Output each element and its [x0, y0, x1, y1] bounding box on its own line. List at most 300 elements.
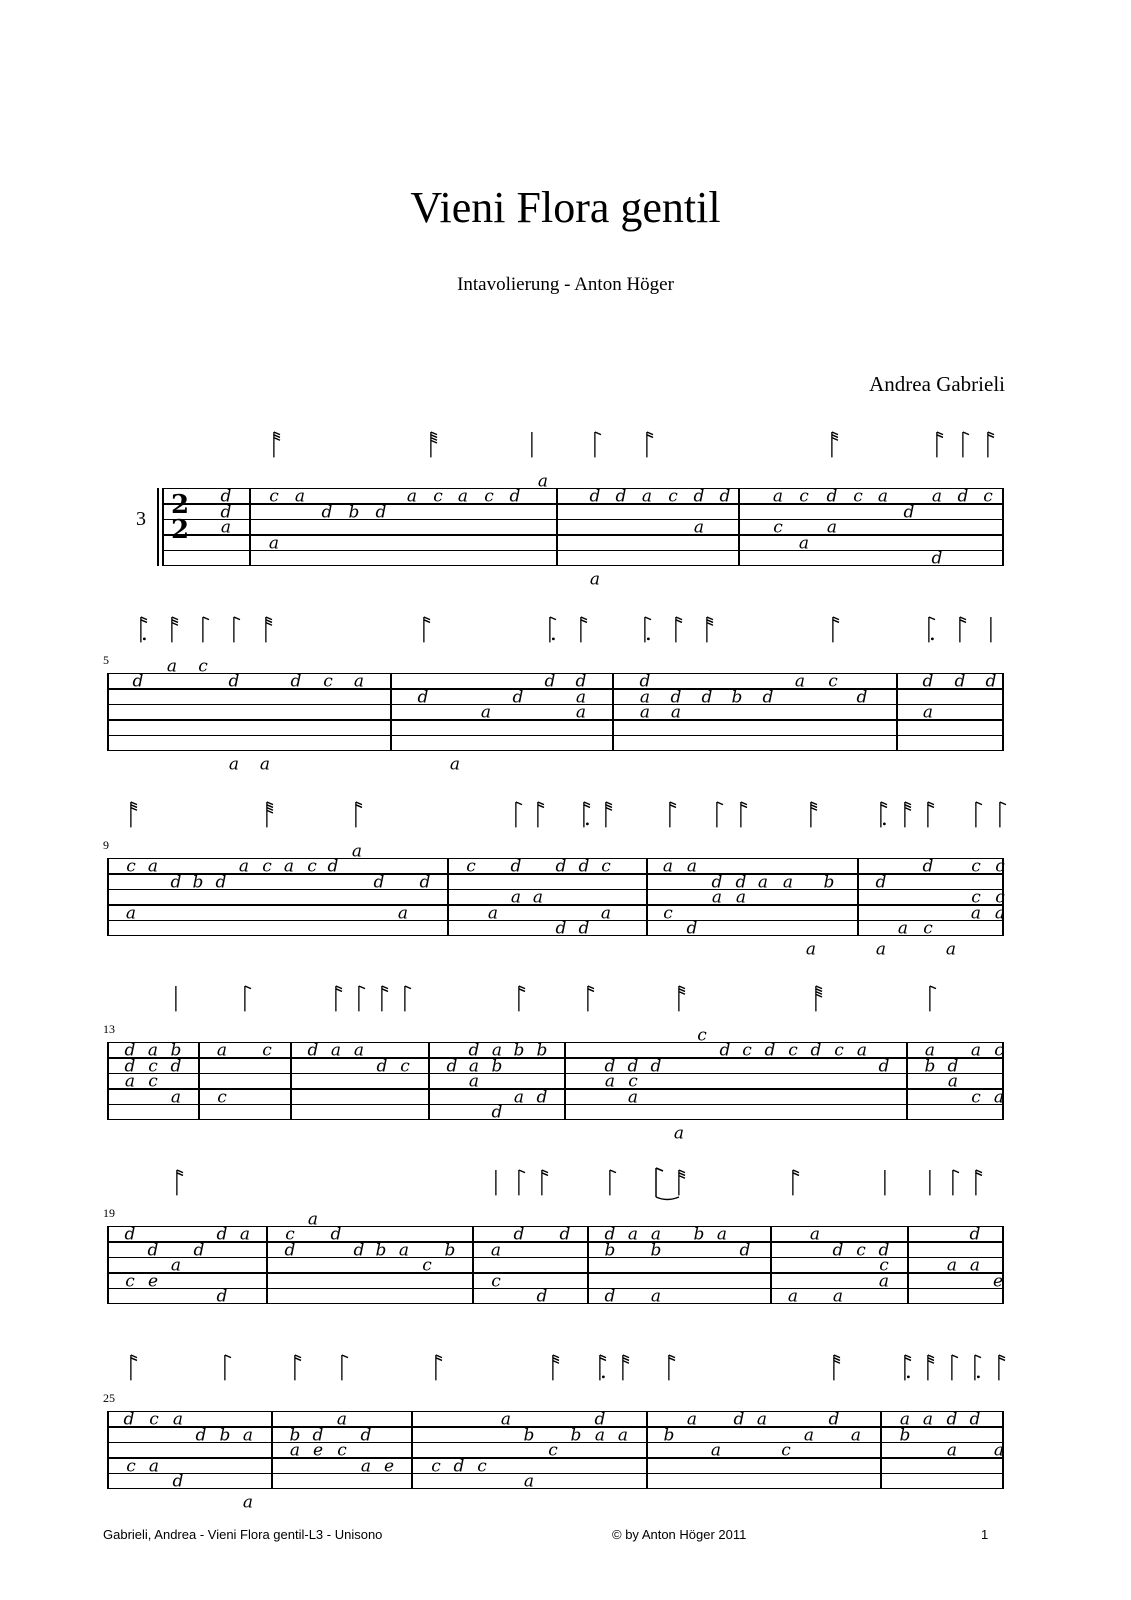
- tab-fret-letter: d: [650, 1056, 662, 1077]
- tab-fret-letter: e: [312, 1440, 324, 1461]
- tab-fret-letter: d: [468, 1041, 480, 1062]
- tab-fret-letter: b: [192, 872, 204, 893]
- tab-fret-letter: a: [993, 1440, 1005, 1461]
- tab-fret-letter: a: [351, 841, 363, 862]
- rhythm-flag-icon: [430, 426, 444, 466]
- tab-fret-letter: a: [532, 887, 544, 908]
- tab-fret-letter: b: [491, 1056, 503, 1077]
- barline: [770, 1226, 772, 1304]
- barline: [107, 1226, 109, 1304]
- barline: [107, 673, 109, 751]
- staff-line: [162, 503, 1003, 504]
- rhythm-flag-icon: [987, 426, 1001, 466]
- tab-fret-letter: a: [856, 1041, 868, 1062]
- rhythm-flag-icon: [831, 426, 845, 466]
- tab-fret-letter: a: [457, 487, 469, 508]
- tab-fret-letter: b: [663, 1425, 675, 1446]
- rhythm-flag-icon: [552, 1349, 566, 1389]
- tab-fret-letter: a: [238, 857, 250, 878]
- staff-line: [107, 1426, 1003, 1427]
- tab-fret-letter: a: [794, 672, 806, 693]
- rhythm-flag-icon: [583, 796, 597, 836]
- staff-line: [107, 1288, 1003, 1289]
- rhythm-flag-icon: [423, 611, 437, 651]
- tab-fret-letter: d: [969, 1225, 981, 1246]
- tab-fret-letter: d: [124, 1041, 136, 1062]
- rhythm-flag-icon: [175, 980, 189, 1020]
- barline: [162, 488, 164, 566]
- staff-line: [107, 1104, 1003, 1105]
- tab-fret-letter: a: [670, 702, 682, 723]
- barline: [107, 1411, 109, 1489]
- tab-fret-letter: d: [719, 1041, 731, 1062]
- staff-line: [107, 1088, 1003, 1089]
- tab-fret-letter: a: [627, 1087, 639, 1108]
- rhythm-flag-icon: [202, 611, 216, 651]
- time-signature-top: 2: [171, 490, 190, 520]
- tab-fret-letter: b: [170, 1041, 182, 1062]
- barline: [447, 858, 449, 936]
- tab-fret-letter: d: [172, 1471, 184, 1492]
- tab-fret-letter: d: [828, 1410, 840, 1431]
- barline: [587, 1226, 589, 1304]
- rhythm-flag-icon: [675, 611, 689, 651]
- tab-fret-letter: c: [422, 1255, 432, 1276]
- tab-fret-letter: a: [242, 1493, 254, 1514]
- arranger-subtitle: Intavolierung - Anton Höger: [457, 274, 674, 295]
- tab-fret-letter: d: [739, 1240, 751, 1261]
- tab-fret-letter: c: [601, 857, 611, 878]
- tab-fret-letter: a: [946, 1440, 958, 1461]
- rhythm-flag-icon: [884, 1164, 898, 1204]
- tab-fret-letter: d: [878, 1240, 890, 1261]
- barline: [107, 1042, 109, 1120]
- tab-fret-letter: a: [124, 1071, 136, 1092]
- rhythm-flag-icon: [928, 611, 942, 651]
- tab-fret-letter: d: [170, 872, 182, 893]
- rhythm-flag-icon: [832, 611, 846, 651]
- tab-fret-letter: d: [693, 487, 705, 508]
- tab-fret-letter: d: [147, 1240, 159, 1261]
- rhythm-flag-icon: [959, 611, 973, 651]
- tab-fret-letter: a: [878, 1271, 890, 1292]
- tab-fret-letter: a: [289, 1440, 301, 1461]
- tab-fret-letter: d: [903, 502, 915, 523]
- measure-number: 19: [103, 1206, 115, 1220]
- tab-fret-letter: c: [853, 487, 863, 508]
- tab-fret-letter: a: [125, 903, 137, 924]
- staff-line: [162, 488, 1003, 489]
- tab-fret-letter: a: [877, 487, 889, 508]
- tab-fret-letter: d: [536, 1087, 548, 1108]
- tab-fret-letter: b: [375, 1240, 387, 1261]
- tab-fret-letter: d: [615, 487, 627, 508]
- rhythm-flag-icon: [515, 796, 529, 836]
- tab-fret-letter: c: [148, 1056, 158, 1077]
- tab-fret-letter: a: [537, 471, 549, 492]
- footer-document-name: Gabrieli, Andrea - Vieni Flora gentil-L3 - Unisono: [103, 1527, 383, 1542]
- tab-fret-letter: c: [125, 1271, 135, 1292]
- tab-fret-letter: b: [823, 872, 835, 893]
- tab-fret-letter: a: [617, 1425, 629, 1446]
- rhythm-flag-icon: [999, 796, 1013, 836]
- rhythm-flag-icon: [815, 980, 829, 1020]
- tab-fret-letter: a: [798, 533, 810, 554]
- tab-fret-letter: b: [444, 1240, 456, 1261]
- tab-fret-letter: c: [994, 1041, 1004, 1062]
- rhythm-flag-icon: [927, 796, 941, 836]
- rhythm-flag-icon: [810, 796, 824, 836]
- tab-fret-letter: d: [453, 1456, 465, 1477]
- rhythm-flag-icon: [609, 1164, 623, 1204]
- barline: [646, 858, 648, 936]
- rhythm-flag-icon: [644, 611, 658, 651]
- tab-fret-letter: d: [376, 1056, 388, 1077]
- rhythm-flag-icon: [580, 611, 594, 651]
- rhythm-flag-icon: [990, 611, 1004, 651]
- tab-fret-letter: d: [922, 672, 934, 693]
- tab-fret-letter: a: [307, 1209, 319, 1230]
- barline: [198, 1042, 200, 1120]
- tab-fret-letter: a: [850, 1425, 862, 1446]
- tab-fret-letter: d: [947, 1056, 959, 1077]
- tab-fret-letter: a: [600, 903, 612, 924]
- tab-fret-letter: c: [148, 1071, 158, 1092]
- tab-fret-letter: d: [575, 672, 587, 693]
- staff-line: [162, 534, 1003, 535]
- tab-fret-letter: d: [878, 1056, 890, 1077]
- tab-fret-letter: c: [983, 487, 993, 508]
- tab-fret-letter: d: [446, 1056, 458, 1077]
- tab-fret-letter: a: [490, 1240, 502, 1261]
- tab-fret-letter: d: [826, 487, 838, 508]
- tab-fret-letter: a: [650, 1286, 662, 1307]
- staff-line: [107, 1411, 1003, 1412]
- tab-fret-letter: a: [924, 1041, 936, 1062]
- tab-fret-letter: c: [697, 1025, 707, 1046]
- tab-fret-letter: a: [360, 1456, 372, 1477]
- tab-fret-letter: a: [283, 857, 295, 878]
- staff-line: [107, 735, 1003, 736]
- tab-fret-letter: b: [924, 1056, 936, 1077]
- tab-fret-letter: c: [995, 857, 1005, 878]
- measure-number: 5: [103, 653, 109, 667]
- tab-fret-letter: a: [575, 687, 587, 708]
- tab-fret-letter: d: [124, 1225, 136, 1246]
- tab-fret-letter: a: [336, 1410, 348, 1431]
- barline: [1002, 1226, 1004, 1304]
- tab-fret-letter: d: [509, 487, 521, 508]
- tab-fret-letter: c: [788, 1041, 798, 1062]
- tab-fret-letter: a: [922, 1410, 934, 1431]
- tab-fret-letter: a: [693, 517, 705, 538]
- tab-fret-letter: d: [578, 918, 590, 939]
- tab-fret-letter: d: [733, 1410, 745, 1431]
- rhythm-flag-icon: [706, 611, 720, 651]
- tab-fret-letter: d: [132, 672, 144, 693]
- staff-line: [107, 1257, 1003, 1258]
- tab-fret-letter: a: [147, 1041, 159, 1062]
- staff-line: [107, 1119, 1003, 1120]
- composer-name: Andrea Gabrieli: [869, 372, 1005, 396]
- tab-fret-letter: a: [947, 1071, 959, 1092]
- tab-fret-letter: a: [716, 1225, 728, 1246]
- tab-fret-letter: a: [353, 672, 365, 693]
- barline: [266, 1226, 268, 1304]
- rhythm-flag-icon: [537, 796, 551, 836]
- tab-fret-letter: b: [523, 1425, 535, 1446]
- staff-line: [107, 904, 1003, 905]
- barline: [738, 488, 740, 566]
- tab-fret-letter: a: [397, 903, 409, 924]
- tab-fret-letter: a: [710, 1440, 722, 1461]
- tab-fret-letter: d: [290, 672, 302, 693]
- tab-fret-letter: d: [417, 687, 429, 708]
- tab-fret-letter: a: [650, 1225, 662, 1246]
- tab-fret-letter: a: [449, 755, 461, 776]
- tab-fret-letter: a: [147, 857, 159, 878]
- staff-line: [162, 519, 1003, 520]
- barline: [880, 1411, 882, 1489]
- tab-fret-letter: d: [307, 1041, 319, 1062]
- tab-fret-letter: c: [433, 487, 443, 508]
- rhythm-flag-icon: [668, 1349, 682, 1389]
- rhythm-flag-icon: [244, 980, 258, 1020]
- rhythm-flag-icon: [355, 796, 369, 836]
- tab-fret-letter: d: [922, 857, 934, 878]
- tab-fret-letter: a: [170, 1255, 182, 1276]
- rhythm-flag-icon: [880, 796, 894, 836]
- rhythm-flag-icon: [904, 796, 918, 836]
- tab-fret-letter: c: [126, 1456, 136, 1477]
- rhythm-flag-icon: [518, 980, 532, 1020]
- tab-fret-letter: c: [834, 1041, 844, 1062]
- tab-fret-letter: a: [170, 1087, 182, 1108]
- tab-fret-letter: b: [693, 1225, 705, 1246]
- rhythm-flag-icon: [974, 1349, 988, 1389]
- tab-fret-letter: c: [773, 517, 783, 538]
- rhythm-flag-icon: [233, 611, 247, 651]
- tab-fret-letter: d: [195, 1425, 207, 1446]
- tab-fret-letter: d: [536, 1286, 548, 1307]
- tab-fret-letter: d: [957, 487, 969, 508]
- barline: [857, 858, 859, 936]
- tab-fret-letter: a: [259, 755, 271, 776]
- tab-fret-letter: d: [220, 487, 232, 508]
- tab-fret-letter: a: [523, 1471, 535, 1492]
- rhythm-flag-icon: [435, 1349, 449, 1389]
- rhythm-flag-icon: [646, 426, 660, 466]
- rhythm-flag-icon: [587, 980, 601, 1020]
- tab-fret-letter: a: [969, 1255, 981, 1276]
- tab-fret-letter: c: [262, 1041, 272, 1062]
- staff-line: [107, 889, 1003, 890]
- tab-fret-letter: d: [686, 918, 698, 939]
- tab-fret-letter: c: [548, 1440, 558, 1461]
- tab-fret-letter: c: [477, 1456, 487, 1477]
- tab-fret-letter: c: [262, 857, 272, 878]
- tab-fret-letter: a: [772, 487, 784, 508]
- rhythm-flag-icon: [936, 426, 950, 466]
- tab-fret-letter: b: [650, 1240, 662, 1261]
- tab-fret-letter: c: [307, 857, 317, 878]
- tab-fret-letter: a: [641, 487, 653, 508]
- rhythm-flag-icon: [171, 611, 185, 651]
- tab-fret-letter: d: [123, 1410, 135, 1431]
- tab-fret-letter: a: [757, 872, 769, 893]
- tab-fret-letter: d: [604, 1056, 616, 1077]
- staff-line: [162, 565, 1003, 566]
- tab-fret-letter: a: [487, 903, 499, 924]
- tab-fret-letter: d: [875, 872, 887, 893]
- tab-fret-letter: a: [639, 702, 651, 723]
- tab-fret-letter: a: [406, 487, 418, 508]
- barline: [896, 673, 898, 751]
- rhythm-flag-icon: [549, 611, 563, 651]
- tab-fret-letter: d: [559, 1225, 571, 1246]
- staff-line: [107, 1272, 1003, 1273]
- tab-fret-letter: c: [466, 857, 476, 878]
- tab-fret-letter: a: [899, 1410, 911, 1431]
- tab-fret-letter: a: [686, 1410, 698, 1431]
- tab-fret-letter: d: [360, 1425, 372, 1446]
- rhythm-flag-icon: [678, 980, 692, 1020]
- tab-fret-letter: d: [491, 1102, 503, 1123]
- tab-fret-letter: a: [268, 533, 280, 554]
- rhythm-flag-icon: [622, 1349, 636, 1389]
- tab-fret-letter: d: [312, 1425, 324, 1446]
- tab-fret-letter: d: [419, 872, 431, 893]
- tab-fret-letter: a: [946, 1255, 958, 1276]
- tab-fret-letter: a: [832, 1286, 844, 1307]
- rhythm-flag-icon: [669, 796, 683, 836]
- barline: [271, 1411, 273, 1489]
- tab-fret-letter: d: [701, 687, 713, 708]
- tab-fret-letter: c: [971, 1087, 981, 1108]
- staff-line: [107, 719, 1003, 720]
- tab-fret-letter: a: [673, 1124, 685, 1145]
- tab-fret-letter: a: [166, 656, 178, 677]
- tab-fret-letter: d: [215, 872, 227, 893]
- tab-fret-letter: d: [627, 1056, 639, 1077]
- tab-fret-letter: a: [809, 1225, 821, 1246]
- tab-fret-letter: c: [856, 1240, 866, 1261]
- tab-fret-letter: c: [923, 918, 933, 939]
- tab-fret-letter: a: [711, 887, 723, 908]
- rhythm-flag-icon: [404, 980, 418, 1020]
- page-title: Vieni Flora gentil: [410, 183, 721, 232]
- tab-fret-letter: c: [628, 1071, 638, 1092]
- rhythm-flag-icon: [381, 980, 395, 1020]
- tab-fret-letter: d: [762, 687, 774, 708]
- barline: [157, 488, 159, 566]
- rhythm-flag-icon: [678, 1164, 692, 1204]
- staff-line: [107, 1057, 1003, 1058]
- tab-fret-letter: d: [604, 1286, 616, 1307]
- tab-fret-letter: d: [555, 857, 567, 878]
- tab-fret-letter: a: [627, 1225, 639, 1246]
- tab-fret-letter: a: [922, 702, 934, 723]
- tab-fret-letter: a: [604, 1071, 616, 1092]
- barline: [249, 488, 251, 566]
- tab-fret-letter: d: [589, 487, 601, 508]
- tab-fret-letter: c: [663, 903, 673, 924]
- barline: [646, 1411, 648, 1489]
- tab-fret-letter: d: [330, 1225, 342, 1246]
- rhythm-flag-icon: [341, 1349, 355, 1389]
- tab-fret-letter: a: [787, 1286, 799, 1307]
- rhythm-flag-icon: [224, 1349, 238, 1389]
- staff-line: [107, 750, 1003, 751]
- tab-fret-letter: a: [897, 918, 909, 939]
- tab-fret-letter: a: [945, 940, 957, 961]
- barline: [290, 1042, 292, 1120]
- tab-fret-letter: a: [686, 857, 698, 878]
- tab-fret-letter: b: [731, 687, 743, 708]
- rhythm-flag-icon: [266, 796, 280, 836]
- tab-fret-letter: a: [148, 1456, 160, 1477]
- rhythm-flag-icon: [998, 1349, 1012, 1389]
- measure-number: 25: [103, 1391, 115, 1405]
- tab-fret-letter: b: [513, 1041, 525, 1062]
- tab-fret-letter: e: [147, 1271, 159, 1292]
- barline: [556, 488, 558, 566]
- tab-fret-letter: d: [639, 672, 651, 693]
- rhythm-flag-icon: [792, 1164, 806, 1204]
- measure-number: 9: [103, 838, 109, 852]
- rhythm-flag-icon: [531, 426, 545, 466]
- rhythm-flag-icon: [273, 426, 287, 466]
- tab-fret-letter: d: [375, 502, 387, 523]
- tab-fret-letter: c: [995, 887, 1005, 908]
- tab-fret-letter: a: [353, 1041, 365, 1062]
- barline: [107, 858, 109, 936]
- tab-fret-letter: a: [805, 940, 817, 961]
- barline: [907, 1226, 909, 1304]
- tab-fret-letter: a: [294, 487, 306, 508]
- footer-page-number: 1: [981, 1527, 989, 1542]
- tab-fret-letter: b: [604, 1240, 616, 1261]
- tab-fret-letter: c: [431, 1456, 441, 1477]
- rhythm-flag-icon: [335, 980, 349, 1020]
- tab-fret-letter: d: [764, 1041, 776, 1062]
- tab-fret-letter: d: [719, 487, 731, 508]
- tab-fret-letter: a: [994, 903, 1006, 924]
- barline: [612, 673, 614, 751]
- barline: [411, 1411, 413, 1489]
- tab-fret-letter: a: [993, 1087, 1005, 1108]
- tab-fret-letter: c: [337, 1440, 347, 1461]
- tab-fret-letter: d: [931, 548, 943, 569]
- rhythm-flag-icon: [599, 1349, 613, 1389]
- tab-fret-letter: a: [782, 872, 794, 893]
- barline: [428, 1042, 430, 1120]
- tab-fret-letter: d: [284, 1240, 296, 1261]
- tab-fret-letter: a: [970, 903, 982, 924]
- barline: [472, 1226, 474, 1304]
- time-signature-bottom: 2: [171, 514, 190, 545]
- tab-fret-letter: d: [711, 872, 723, 893]
- tab-fret-letter: d: [856, 687, 868, 708]
- tab-fret-letter: c: [400, 1056, 410, 1077]
- system-label: 3: [136, 508, 146, 530]
- tab-fret-letter: a: [500, 1410, 512, 1431]
- rhythm-flag-icon: [716, 796, 730, 836]
- tab-fret-letter: c: [879, 1255, 889, 1276]
- tab-fret-letter: c: [198, 656, 208, 677]
- tab-fret-letter: a: [242, 1425, 254, 1446]
- tab-fret-letter: a: [468, 1056, 480, 1077]
